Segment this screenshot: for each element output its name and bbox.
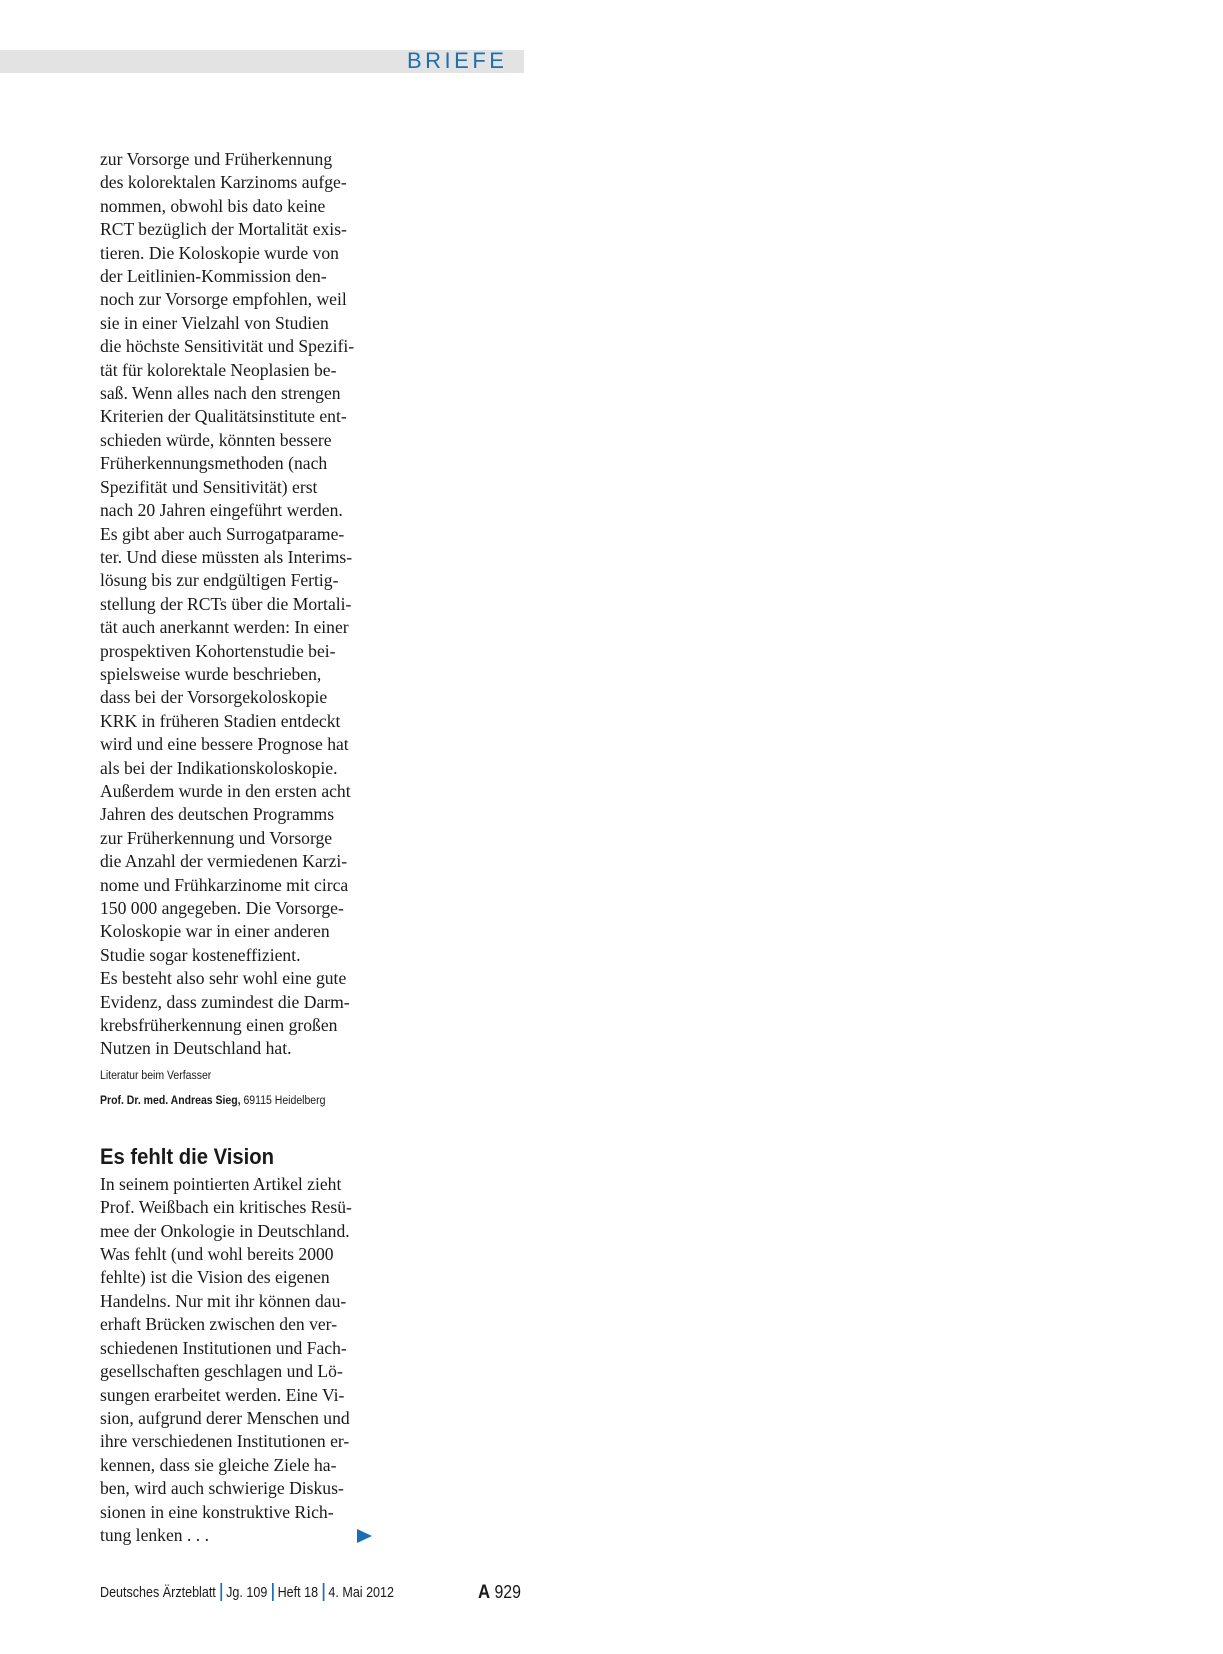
footer-citation <box>100 1582 394 1604</box>
literature-note: Literatur beim Verfasser <box>100 1067 212 1082</box>
journal-name: Deutsches Ärzteblatt <box>100 1585 216 1601</box>
footer-separator <box>220 1583 222 1601</box>
section-label: BRIEFE <box>407 48 508 73</box>
letter-last-line: tung lenken . . . <box>100 1524 209 1545</box>
footer-separator <box>272 1583 274 1601</box>
page-number <box>478 1580 521 1605</box>
letter-headline: Es fehlt die Vision <box>100 1143 275 1169</box>
text-column <box>100 148 378 1547</box>
author-signature <box>100 1092 339 1108</box>
letter-body-second: In seinem pointierten Artikel zieht Prof. Weißbach ein kritisches Resü- mee der Onkologie in Deutschland. Was fehlt (und wohl bereits 2000 fehlte) ist die Vision des eigenen Handelns. Nur mit ihr können dau- erhaft Brücken zwischen den ver- schiedenen Institutionen und Fach- gesellschaften geschlagen und Lö- sungen erarbeitet werden. Eine Vi- sion, aufgrund derer Menschen und ihre verschiedenen Institutionen er- kennen, dass sie gleiche Ziele ha- ben, wird auch schwierige Diskus- sionen in eine konstruktive Rich- <box>100 1173 352 1522</box>
journal-volume: Jg. 109 <box>226 1585 268 1601</box>
author-place: 69115 Heidelberg <box>240 1092 326 1107</box>
continue-arrow-icon[interactable] <box>357 1529 372 1543</box>
footer-separator <box>322 1583 324 1601</box>
page-number-value: 929 <box>490 1582 521 1602</box>
last-line-row <box>100 1524 378 1547</box>
letter-body: zur Vorsorge und Früherkennung des kolorektalen Karzinoms aufge- nommen, obwohl bis dato keine RCT bezüglich der Mortalität exis- tieren. Die Koloskopie wurde von der Leitlinien-Kommission den- noch zur Vorsorge empfohlen, weil sie in einer Vielzahl von Studien die höchste Sensitivität und Spezifi- tät für kolorektale Neoplasien be- saß. Wenn alles nach den strengen Kriterien der Qualitätsinstitute ent- schieden würde, könnten bessere Früherkennungsmethoden (nach Spezifität und Sensitivität) erst nach 20 Jahren eingeführt werden. Es gibt aber auch Surrogatparame- ter. Und diese müssten als Interims- lösung bis zur endgültigen Fertig- stellung der RCTs über die Mortali- tät auch anerkannt werden: In einer prospektiven Kohortenstudie bei- spielsweise wurde beschrieben, dass bei der Vorsorgekoloskopie KRK in früheren Stadien entdeckt wird und eine bessere Prognose hat als bei der Indikationskoloskopie. Außerdem wurde in den ersten acht Jahren des deutschen Programms zur Früherkennung und Vorsorge die Anzahl der vermiedenen Karzi- nome und Frühkarzinome mit circa 150 000 angegeben. Die Vorsorge- Koloskopie war in einer anderen Studie sogar kosteneffizient. Es besteht also sehr wohl eine gute Evidenz, dass zumindest die Darm- krebsfrüherkennung einen großen Nutzen in Deutschland hat. <box>100 149 355 1059</box>
page-letter: A <box>478 1582 491 1603</box>
journal-issue: Heft 18 <box>277 1585 319 1601</box>
journal-date: 4. Mai 2012 <box>328 1585 394 1601</box>
author-name: Prof. Dr. med. Andreas Sieg, <box>100 1092 241 1107</box>
